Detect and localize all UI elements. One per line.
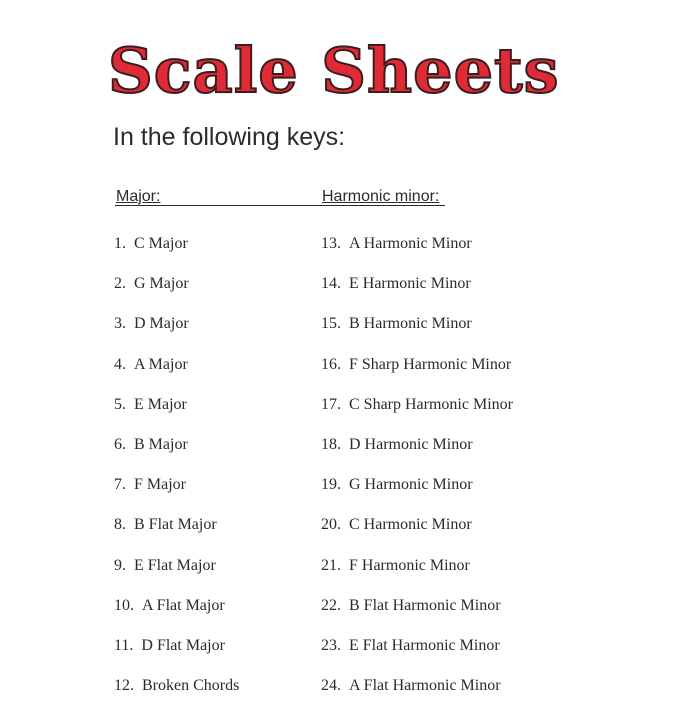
item-label: F Sharp Harmonic Minor <box>349 355 512 373</box>
harmonic-minor-column-header: Harmonic minor: <box>322 188 440 205</box>
item-label: D Harmonic Minor <box>349 435 473 453</box>
list-item <box>321 425 513 465</box>
page-title: Scale Sheets <box>108 34 560 107</box>
item-number: 6. <box>114 435 126 453</box>
item-label: E Major <box>134 395 187 413</box>
item-label: E Flat Major <box>134 556 216 574</box>
item-label: F Major <box>134 476 186 494</box>
item-label: B Harmonic Minor <box>349 315 472 333</box>
item-label: A Major <box>134 355 188 373</box>
major-column-header: Major: <box>116 188 161 205</box>
list-item <box>114 586 239 626</box>
list-item <box>114 465 239 505</box>
item-label: C Sharp Harmonic Minor <box>349 395 513 413</box>
list-item <box>114 264 239 304</box>
list-item <box>321 505 513 545</box>
item-label: G Major <box>134 275 189 293</box>
list-item <box>321 586 513 626</box>
item-number: 7. <box>114 476 126 494</box>
item-label: A Harmonic Minor <box>349 235 472 252</box>
item-number: 12. <box>114 677 134 695</box>
item-label: A Flat Major <box>142 596 225 614</box>
item-number: 21. <box>321 556 341 574</box>
item-label: A Flat Harmonic Minor <box>349 677 501 695</box>
list-item <box>321 465 513 505</box>
item-number: 1. <box>114 235 126 252</box>
header-underline <box>115 205 445 206</box>
list-item <box>114 505 239 545</box>
item-label: Broken Chords <box>142 677 240 695</box>
item-number: 8. <box>114 516 126 534</box>
list-item <box>321 385 513 425</box>
item-number: 22. <box>321 596 341 614</box>
item-label: C Harmonic Minor <box>349 516 472 534</box>
item-number: 23. <box>321 636 341 654</box>
item-number: 20. <box>321 516 341 534</box>
item-number: 24. <box>321 677 341 695</box>
list-item <box>114 666 239 706</box>
harmonic-minor-scale-list <box>321 224 513 706</box>
item-label: G Harmonic Minor <box>349 476 473 494</box>
item-number: 13. <box>321 235 341 252</box>
list-item <box>321 546 513 586</box>
list-item <box>114 626 239 666</box>
list-item <box>321 345 513 385</box>
item-label: C Major <box>134 235 188 252</box>
item-label: B Major <box>134 435 188 453</box>
item-number: 14. <box>321 275 341 293</box>
list-item <box>114 385 239 425</box>
item-label: E Harmonic Minor <box>349 275 471 293</box>
list-item <box>114 304 239 344</box>
list-item <box>321 666 513 706</box>
list-item <box>321 304 513 344</box>
item-number: 4. <box>114 355 126 373</box>
item-number: 3. <box>114 315 126 333</box>
list-item <box>114 345 239 385</box>
item-number: 10. <box>114 596 134 614</box>
list-item <box>321 224 513 264</box>
list-item <box>321 626 513 666</box>
item-number: 11. <box>114 636 134 654</box>
item-number: 18. <box>321 435 341 453</box>
list-item <box>114 224 239 264</box>
item-number: 15. <box>321 315 341 333</box>
list-item <box>114 546 239 586</box>
item-label: E Flat Harmonic Minor <box>349 636 500 654</box>
item-number: 2. <box>114 275 126 293</box>
item-label: D Flat Major <box>141 636 225 654</box>
list-item <box>114 425 239 465</box>
item-number: 17. <box>321 395 341 413</box>
item-label: B Flat Harmonic Minor <box>349 596 501 614</box>
item-label: F Harmonic Minor <box>349 556 470 574</box>
item-number: 5. <box>114 395 126 413</box>
major-scale-list <box>114 224 239 706</box>
item-label: B Flat Major <box>134 516 217 534</box>
item-label: D Major <box>134 315 189 333</box>
page-subtitle: In the following keys: <box>113 123 346 151</box>
item-number: 9. <box>114 556 126 574</box>
item-number: 19. <box>321 476 341 494</box>
item-number: 16. <box>321 355 341 373</box>
list-item <box>321 264 513 304</box>
